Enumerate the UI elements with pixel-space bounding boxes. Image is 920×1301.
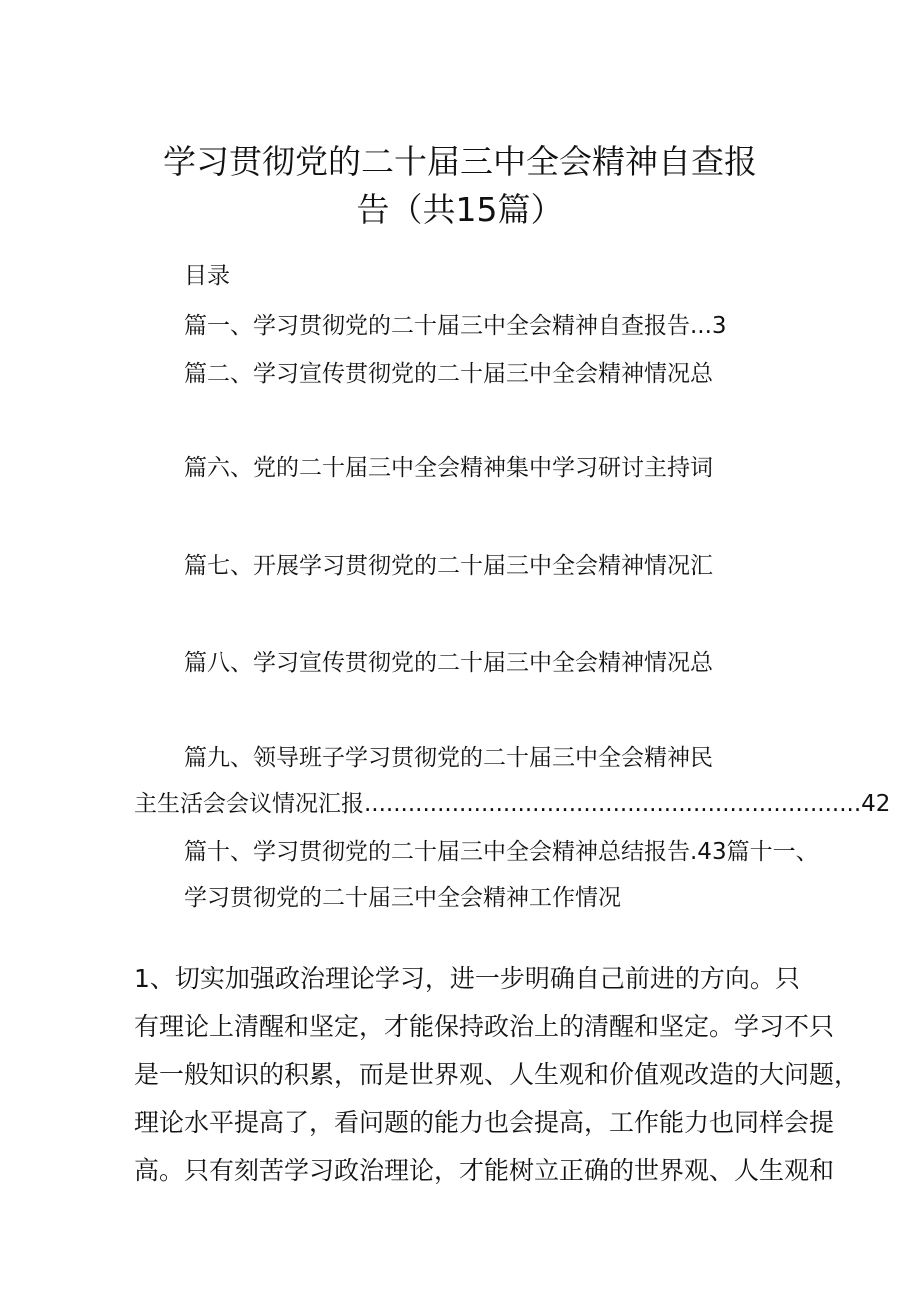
body-line: 理论水平提高了，看问题的能力也会提高，工作能力也同样会提	[134, 1108, 835, 1137]
body-line: 高。只有刻苦学习政治理论，才能树立正确的世界观、人生观和	[134, 1156, 835, 1185]
toc-entry-1[interactable]: 篇一、学习贯彻党的二十届三中全会精神自查报告...3	[184, 313, 727, 339]
toc-entry-6[interactable]: 篇六、党的二十届三中全会精神集中学习研讨主持词	[184, 455, 713, 481]
body-line: 1、切实加强政治理论学习，进一步明确自己前进的方向。只	[134, 964, 800, 993]
document-title-line-2: 告（共15篇）	[356, 190, 564, 229]
toc-heading: 目录	[184, 263, 230, 289]
body-paragraph	[134, 955, 860, 1195]
body-line: 是一般知识的积累，而是世界观、人生观和价值观改造的大问题，	[134, 1060, 860, 1089]
toc-entry-11[interactable]: 学习贯彻党的二十届三中全会精神工作情况	[184, 885, 621, 911]
toc-entry-7[interactable]: 篇七、开展学习贯彻党的二十届三中全会精神情况汇	[184, 553, 713, 579]
toc-entry-9-line-2[interactable]: 主生活会会议情况汇报....................................................................42	[134, 791, 891, 817]
body-line: 有理论上清醒和坚定，才能保持政治上的清醒和坚定。学习不只	[134, 1012, 835, 1041]
toc-entry-10[interactable]: 篇十、学习贯彻党的二十届三中全会精神总结报告.43篇十一、	[184, 839, 819, 865]
toc-entry-9-line-1[interactable]: 篇九、领导班子学习贯彻党的二十届三中全会精神民	[184, 745, 713, 771]
toc-entry-8[interactable]: 篇八、学习宣传贯彻党的二十届三中全会精神情况总	[184, 650, 713, 676]
document-title-line-1: 学习贯彻党的二十届三中全会精神自查报	[163, 142, 757, 181]
toc-entry-2[interactable]: 篇二、学习宣传贯彻党的二十届三中全会精神情况总	[184, 361, 713, 387]
